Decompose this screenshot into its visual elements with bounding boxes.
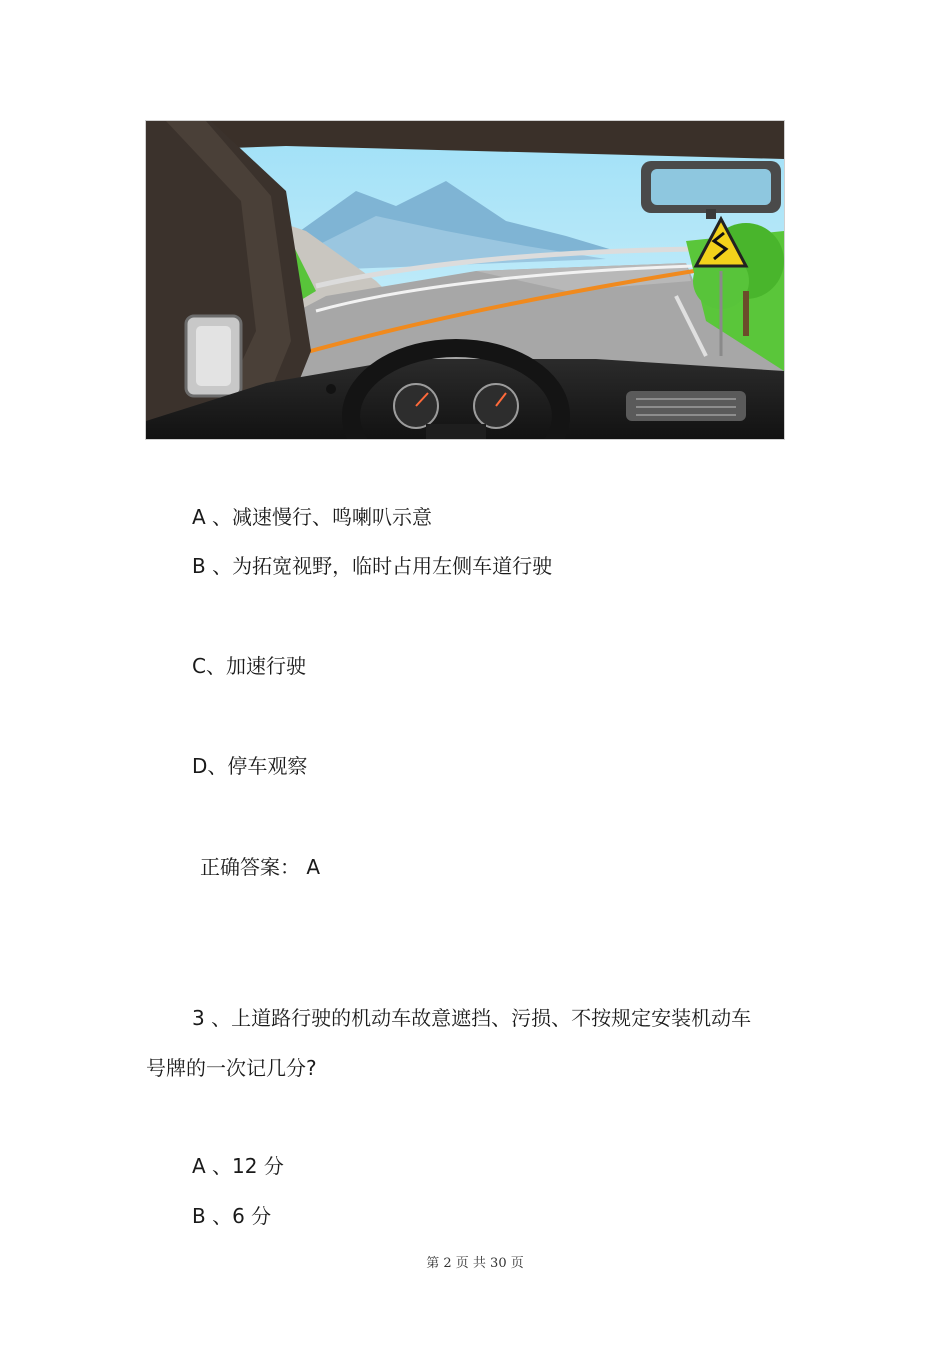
page-footer: 第 2 页 共 30 页 [426, 1256, 524, 1271]
q3-option-a: A 、12 分 [192, 1154, 284, 1178]
q2-option-a: A 、减速慢行、鸣喇叭示意 [192, 505, 433, 529]
q2-option-b: B 、为拓宽视野，临时占用左侧车道行驶 [192, 554, 553, 578]
q2-option-d: D、停车观察 [192, 754, 308, 778]
q2-option-c: C、加速行驶 [192, 654, 306, 678]
question-3-text-line2: 号牌的一次记几分? [146, 1056, 317, 1080]
question-3-text-line1: 3 、上道路行驶的机动车故意遮挡、污损、不按规定安装机动车 [192, 1006, 752, 1030]
driving-scene-illustration [146, 121, 784, 439]
q2-correct-answer: 正确答案： A [200, 855, 321, 879]
q3-option-b: B 、6 分 [192, 1204, 272, 1228]
driving-scene-image [145, 120, 785, 440]
